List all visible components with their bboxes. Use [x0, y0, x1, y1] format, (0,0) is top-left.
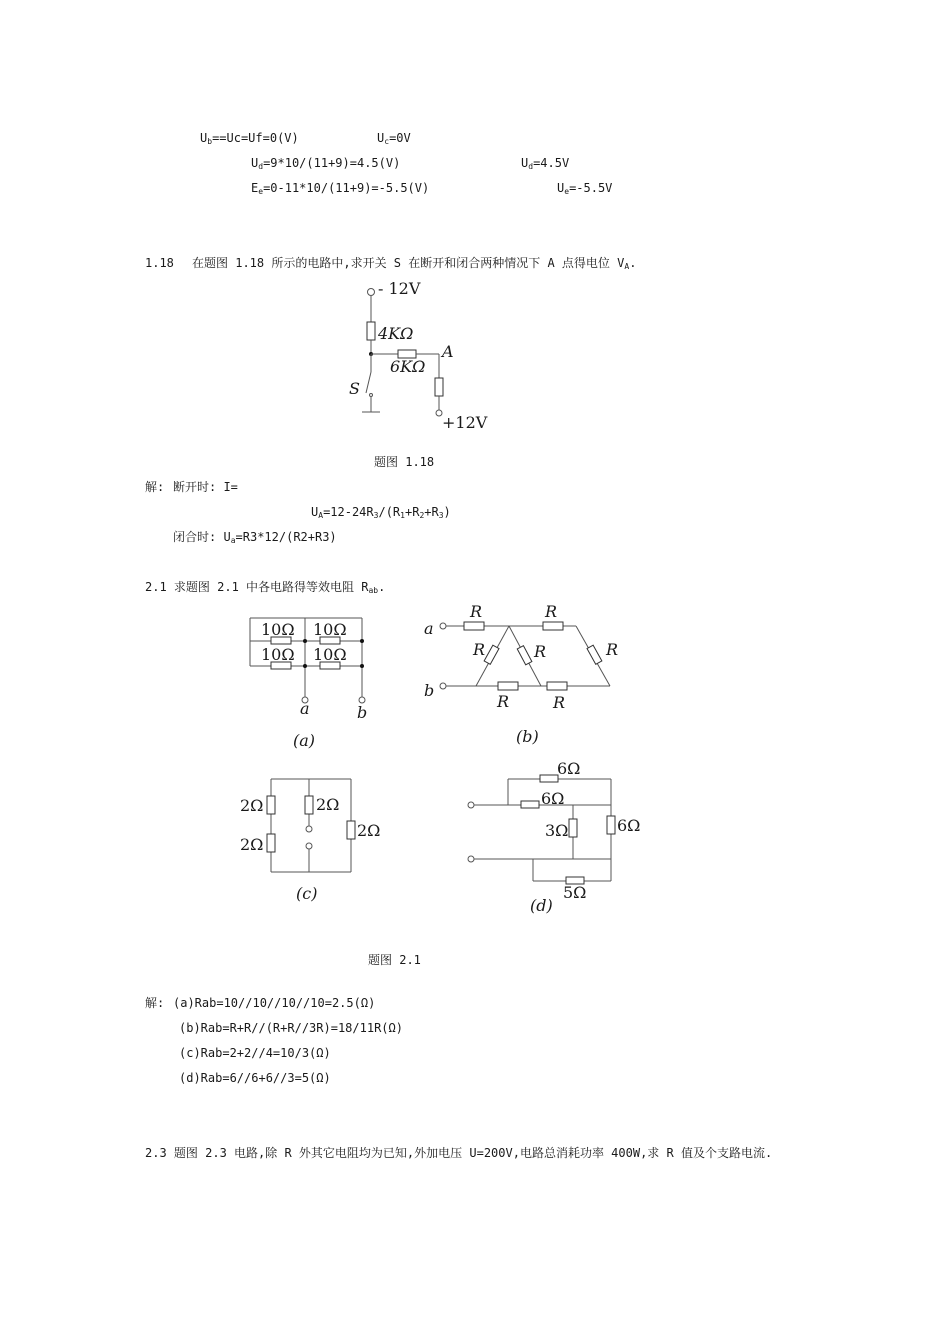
eq-row3-right: $U_e=-5.5V$: [557, 181, 613, 196]
label-c1: 2Ω: [240, 796, 264, 815]
solution-118-open: 断开时: I=: [173, 480, 238, 494]
label-term-a: a: [300, 699, 310, 718]
figure-21b-circuit: [420, 598, 630, 748]
resistor-d-right: [607, 816, 615, 834]
terminal-top: [368, 289, 375, 296]
problem-21-text: 2.1 求题图 2.1 中各电路得等效电阻 $R_{ab}$.: [145, 580, 386, 595]
label-b-term-a: a: [424, 619, 434, 638]
label-b-r2: R: [545, 602, 558, 621]
solution-118-closed: 闭合时: $U_a=R3*12/(R2+R3)$: [173, 530, 337, 545]
solution-21-line-a: (a)Rab=10//10//10//10=2.5(Ω): [173, 996, 376, 1010]
label-b-r7: R: [553, 693, 566, 712]
solution-21-line-d: (d)Rab=6//6+6//3=5(Ω): [179, 1071, 331, 1085]
problem-23-text: 2.3 题图 2.3 电路,除 R 外其它电阻均为已知,外加电压 U=200V,电路总消耗功率 400W,求 R 值及个支路电流.: [145, 1146, 773, 1160]
caption-d: (d): [530, 896, 553, 915]
eq-row1-left: $U_b==Uc=Uf=0(V)$: [200, 131, 299, 146]
label-b-r3: R: [473, 640, 486, 659]
label-a4: 10Ω: [313, 645, 347, 664]
label-d-bottom: 5Ω: [563, 883, 587, 902]
resistor-c4: [347, 821, 355, 839]
eq-row2-right: $U_d=4.5V$: [521, 156, 570, 171]
figure-21a-circuit: [240, 610, 380, 760]
resistor-c1: [267, 796, 275, 814]
solution-118-line2: $U_A=12-24R_3/(R_1+R_2+R_3)$: [311, 505, 451, 520]
label-d-top: 6Ω: [557, 759, 581, 778]
terminal-b-a: [440, 623, 446, 629]
problem-118-number: 1.18: [145, 256, 174, 270]
label-b-r4: R: [534, 642, 547, 661]
caption-21: 题图 2.1: [368, 953, 421, 967]
label-d-3: 3Ω: [545, 821, 569, 840]
resistor-bottom: [435, 378, 443, 396]
terminal-b-b: [440, 683, 446, 689]
resistor-d-mid: [521, 801, 539, 808]
label-c4: 2Ω: [357, 821, 381, 840]
label-b-r1: R: [470, 602, 483, 621]
label-6k: 6KΩ: [390, 357, 426, 376]
resistor-c3: [305, 796, 313, 814]
resistor-d-3: [569, 819, 577, 837]
figure-21c-circuit: [235, 770, 395, 910]
label-a1: 10Ω: [261, 620, 295, 639]
label-4k: 4KΩ: [378, 324, 414, 343]
label-node-a: A: [442, 342, 454, 361]
caption-c: (c): [296, 884, 318, 903]
label-switch-s: S: [349, 379, 360, 398]
label-d-mid: 6Ω: [541, 789, 565, 808]
solution-21-line-b: (b)Rab=R+R//(R+R//3R)=18/11R(Ω): [179, 1021, 403, 1035]
label-minus-12v: - 12V: [378, 279, 421, 298]
resistor-4k: [367, 322, 375, 340]
label-term-b: b: [357, 703, 368, 722]
solution-118-lead: 解:: [145, 480, 165, 494]
label-c2: 2Ω: [240, 835, 264, 854]
problem-118-text: 在题图 1.18 所示的电路中,求开关 S 在断开和闭合两种情况下 A 点得电位 $V_A$.: [192, 256, 637, 271]
label-b-r6: R: [497, 692, 510, 711]
label-a3: 10Ω: [261, 645, 295, 664]
label-d-right: 6Ω: [617, 816, 641, 835]
caption-a: (a): [293, 731, 316, 750]
resistor-d-top: [540, 775, 558, 782]
label-b-term-b: b: [424, 681, 435, 700]
caption-b: (b): [516, 727, 539, 746]
label-a2: 10Ω: [313, 620, 347, 639]
eq-row3-left: $E_e=0-11*10/(11+9)=-5.5(V)$: [251, 181, 430, 196]
terminal-d-top: [468, 802, 474, 808]
label-c3: 2Ω: [316, 795, 340, 814]
figure-118-circuit: [340, 278, 500, 438]
terminal-d-bottom: [468, 856, 474, 862]
eq-row1-right: $U_c=0V$: [377, 131, 411, 146]
solution-21-lead: 解:: [145, 996, 165, 1010]
figure-21d-circuit: [460, 755, 650, 920]
caption-118: 题图 1.18: [374, 455, 435, 469]
label-b-r5: R: [606, 640, 619, 659]
resistor-c2: [267, 834, 275, 852]
label-plus-12v: +12V: [442, 413, 488, 432]
switch-blade: [366, 372, 371, 393]
solution-21-line-c: (c)Rab=2+2//4=10/3(Ω): [179, 1046, 331, 1060]
eq-row2-left: $U_d=9*10/(11+9)=4.5(V)$: [251, 156, 401, 171]
